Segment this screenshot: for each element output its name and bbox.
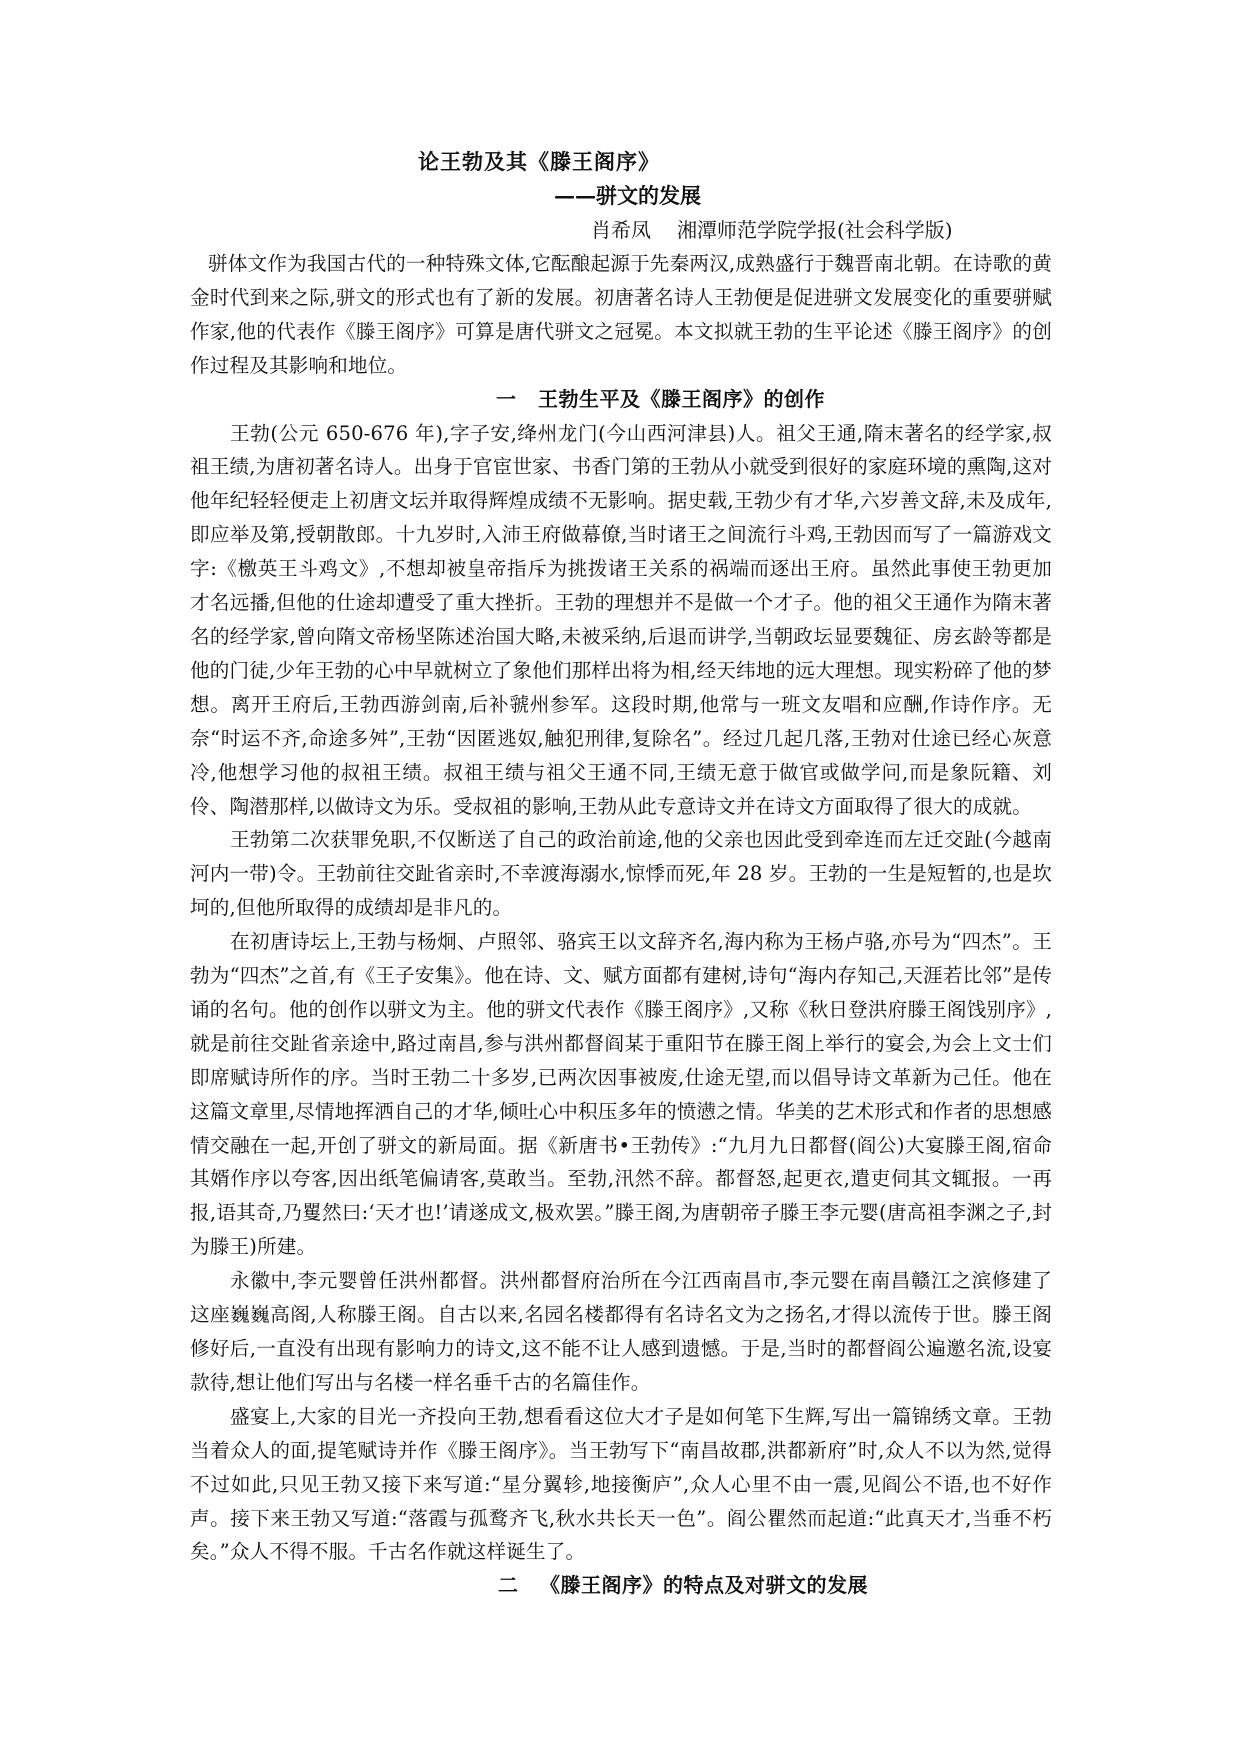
body-paragraph: 王勃(公元 650-676 年),字子安,绛州龙门(今山西河津县)人。祖父王通,隋末著名的经学家,叔祖王绩,为唐初著名诗人。出身于官宦世家、书香门第的王勃从小就受到很好的家庭环境的熏陶,这对他年纪轻轻便走上初唐文坛并取得辉煌成绩不无影响。据史载,王勃少有才华,六岁善文辞,未及成年,即应举及第,授朝散郎。十九岁时,入沛王府做幕僚,当时诸王之间流行斗鸡,王勃因而写了一篇游戏文字:《檄英王斗鸡文》,不想却被皇帝指斥为挑拨诸王关系的祸端而逐出王府。虽然此事使王勃更加才名远播,但他的仕途却遭受了重大挫折。王勃的理想并不是做一个才子。他的祖父王通作为隋末著名的经学家,曾向隋文帝杨坚陈述治国大略,未被采纳,后退而讲学,当朝政坛显要魏征、房玄龄等都是他的门徒,少年王勃的心中早就树立了象他们那样出将为相,经天纬地的远大理想。现实粉碎了他的梦想。离开王府后,王勃西游剑南,后补虢州参军。这段时期,他常与一班文友唱和应酬,作诗作序。无奈“时运不齐,命途多舛”,王勃“因匿逃奴,触犯刑律,复除名”。经过几起几落,王勃对仕途已经心灰意冷,他想学习他的叔祖王绩。叔祖王绩与祖父王通不同,王绩无意于做官或做学问,而是象阮籍、刘伶、陶潜那样,以做诗文为乐。受叔祖的影响,王勃从此专意诗文并在诗文方面取得了很大的成就。	[190, 421, 1052, 818]
section-number: 一	[496, 386, 517, 411]
section-title: 王勃生平及《滕王阁序》的创作	[538, 386, 825, 411]
author-name: 肖希凤	[591, 218, 651, 242]
article-body	[190, 247, 1052, 1603]
body-paragraph: 盛宴上,大家的目光一齐投向王勃,想看看这位大才子是如何笔下生辉,写出一篇锦绣文章。王勃当着众人的面,提笔赋诗并作《滕王阁序》。当王勃写下“南昌故郡,洪都新府”时,众人不以为然,觉得不过如此,只见王勃又接下来写道:“星分翼轸,地接衡庐”,众人心里不由一震,见阎公不语,也不好作声。接下来王勃又写道:“落霞与孤鹜齐飞,秋水共长天一色”。阎公瞿然而起道:“此真天才,当垂不朽矣。”众人不得不服。千古名作就这样诞生了。	[190, 1404, 1052, 1564]
section-title: 《滕王阁序》的特点及对骈文的发展	[540, 1573, 868, 1598]
journal-name: 湘潭师范学院学报(社会科学版)	[677, 218, 953, 242]
article-title: 论王勃及其《滕王阁序》	[418, 149, 660, 174]
intro-paragraph: 骈体文作为我国古代的一种特殊文体,它酝酿起源于先秦两汉,成熟盛行于魏晋南北朝。在诗歌的黄金时代到来之际,骈文的形式也有了新的发展。初唐著名诗人王勃便是促进骈文发展变化的重要骈赋作家,他的代表作《滕王阁序》可算是唐代骈文之冠冕。本文拟就王勃的生平论述《滕王阁序》的创作过程及其影响和地位。	[190, 252, 1052, 377]
byline	[591, 214, 953, 243]
section-heading-2	[190, 1569, 1052, 1603]
body-paragraph: 永徽中,李元婴曾任洪州都督。洪州都督府治所在今江西南昌市,李元婴在南昌赣江之滨修建了这座巍巍高阁,人称滕王阁。自古以来,名园名楼都得有名诗名文为之扬名,才得以流传于世。滕王阁修好后,一直没有出现有影响力的诗文,这不能不让人感到遗憾。于是,当时的都督阎公遍邀名流,设宴款待,想让他们写出与名楼一样名垂千古的名篇佳作。	[190, 1269, 1052, 1394]
article-subtitle: ——骈文的发展	[554, 183, 701, 208]
body-paragraph: 王勃第二次获罪免职,不仅断送了自己的政治前途,他的父亲也因此受到牵连而左迁交趾(今越南河内一带)令。王勃前往交趾省亲时,不幸渡海溺水,惊悸而死,年 28 岁。王勃的一生是短暂的,也是坎坷的,但他所取得的成绩却是非凡的。	[190, 828, 1052, 920]
section-number: 二	[498, 1573, 519, 1598]
section-heading-1	[190, 383, 1052, 417]
body-paragraph: 在初唐诗坛上,王勃与杨炯、卢照邻、骆宾王以文辞齐名,海内称为王杨卢骆,亦号为“四杰”。王勃为“四杰”之首,有《王子安集》。他在诗、文、赋方面都有建树,诗句“海内存知己,天涯若比邻”是传诵的名句。他的创作以骈文为主。他的骈文代表作《滕王阁序》,又称《秋日登洪府滕王阁饯别序》,就是前往交趾省亲途中,路过南昌,参与洪州都督阎某于重阳节在滕王阁上举行的宴会,为会上文士们即席赋诗所作的序。当时王勃二十多岁,已两次因事被废,仕途无望,而以倡导诗文革新为己任。他在这篇文章里,尽情地挥洒自己的才华,倾吐心中积压多年的愤懑之情。华美的艺术形式和作者的思想感情交融在一起,开创了骈文的新局面。据《新唐书•王勃传》:“九月九日都督(阎公)大宴滕王阁,宿命其婿作序以夸客,因出纸笔偏请客,莫敢当。至勃,汛然不辞。都督怒,起更衣,遣吏伺其文辄报。一再报,语其奇,乃矍然曰:‘天才也!’请遂成文,极欢罢。”滕王阁,为唐朝帝子滕王李元婴(唐高祖李渊之子,封为滕王)所建。	[190, 930, 1052, 1259]
